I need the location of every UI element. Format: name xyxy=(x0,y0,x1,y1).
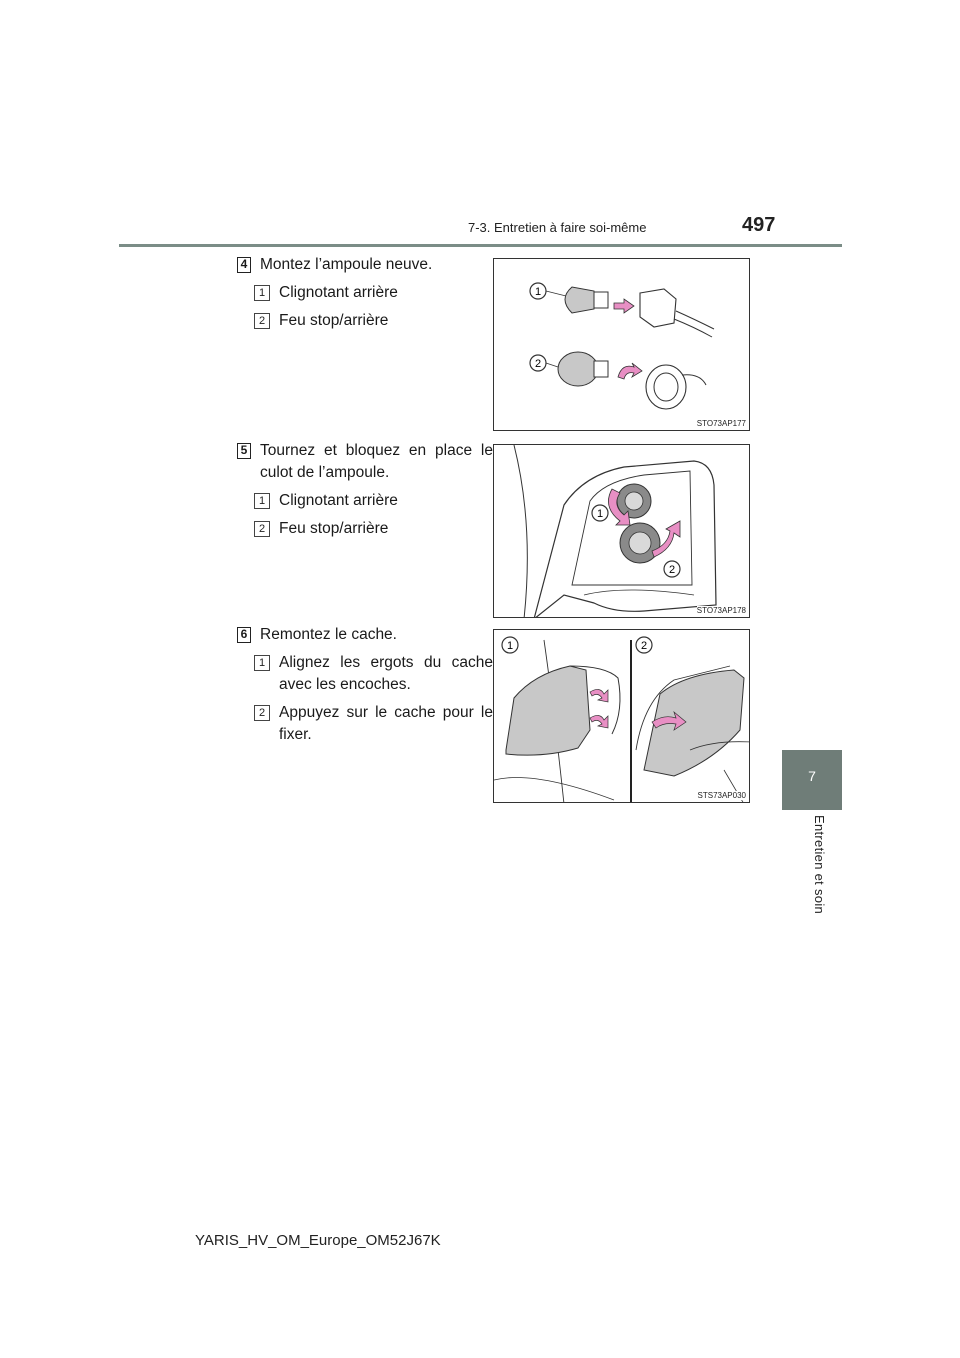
step-instruction: Montez l’ampoule neuve. xyxy=(260,256,433,273)
item-text: Feu stop/arrière xyxy=(279,312,389,329)
callout-1: 1 xyxy=(506,640,514,652)
section-title: 7-3. Entretien à faire soi-même xyxy=(468,220,647,235)
step-number-badge: 5 xyxy=(237,443,251,459)
step-6 xyxy=(237,624,493,746)
step-4 xyxy=(237,254,493,332)
item-number-badge: 1 xyxy=(254,285,270,301)
item-text: Feu stop/arrière xyxy=(279,520,389,537)
figure-code: STS73AP030 xyxy=(697,791,746,800)
list-item xyxy=(254,490,493,512)
item-number-badge: 2 xyxy=(254,521,270,537)
item-number-badge: 2 xyxy=(254,705,270,721)
socket-lock-illustration xyxy=(494,445,750,618)
document-id: YARIS_HV_OM_Europe_OM52J67K xyxy=(195,1232,441,1249)
callout-2: 2 xyxy=(640,640,648,652)
list-item xyxy=(254,282,493,304)
callout-2: 2 xyxy=(534,358,542,370)
callout-2: 2 xyxy=(668,564,676,576)
figure-code: STO73AP178 xyxy=(696,606,746,615)
list-item xyxy=(254,310,493,332)
figure-socket-lock xyxy=(493,444,750,618)
step-5 xyxy=(237,440,493,540)
item-number-badge: 2 xyxy=(254,313,270,329)
item-number-badge: 1 xyxy=(254,655,270,671)
chapter-label: Entretien et soin xyxy=(812,815,827,915)
item-number-badge: 1 xyxy=(254,493,270,509)
figure-bulb-install xyxy=(493,258,750,431)
list-item xyxy=(254,702,493,746)
item-text: Alignez les ergots du cache avec les encoches. xyxy=(279,654,493,693)
item-text: Appuyez sur le cache pour le fixer. xyxy=(279,704,493,743)
chapter-number: 7 xyxy=(808,768,816,784)
step-instruction: Remontez le cache. xyxy=(260,626,397,643)
step-number-badge: 4 xyxy=(237,257,251,273)
page-number: 497 xyxy=(742,214,776,236)
callout-1: 1 xyxy=(534,286,542,298)
chapter-tab[interactable] xyxy=(782,750,842,810)
figure-code: STO73AP177 xyxy=(696,419,746,428)
cover-refit-illustration xyxy=(494,630,750,803)
item-text: Clignotant arrière xyxy=(279,284,398,301)
item-text: Clignotant arrière xyxy=(279,492,398,509)
list-item xyxy=(254,518,493,540)
callout-1: 1 xyxy=(596,508,604,520)
list-item xyxy=(254,652,493,696)
step-number-badge: 6 xyxy=(237,627,251,643)
header-divider xyxy=(119,244,842,247)
figure-cover-refit xyxy=(493,629,750,803)
step-instruction: Tournez et bloquez en place le culot de l’ampoule. xyxy=(260,442,493,481)
bulb-install-illustration xyxy=(494,259,750,431)
